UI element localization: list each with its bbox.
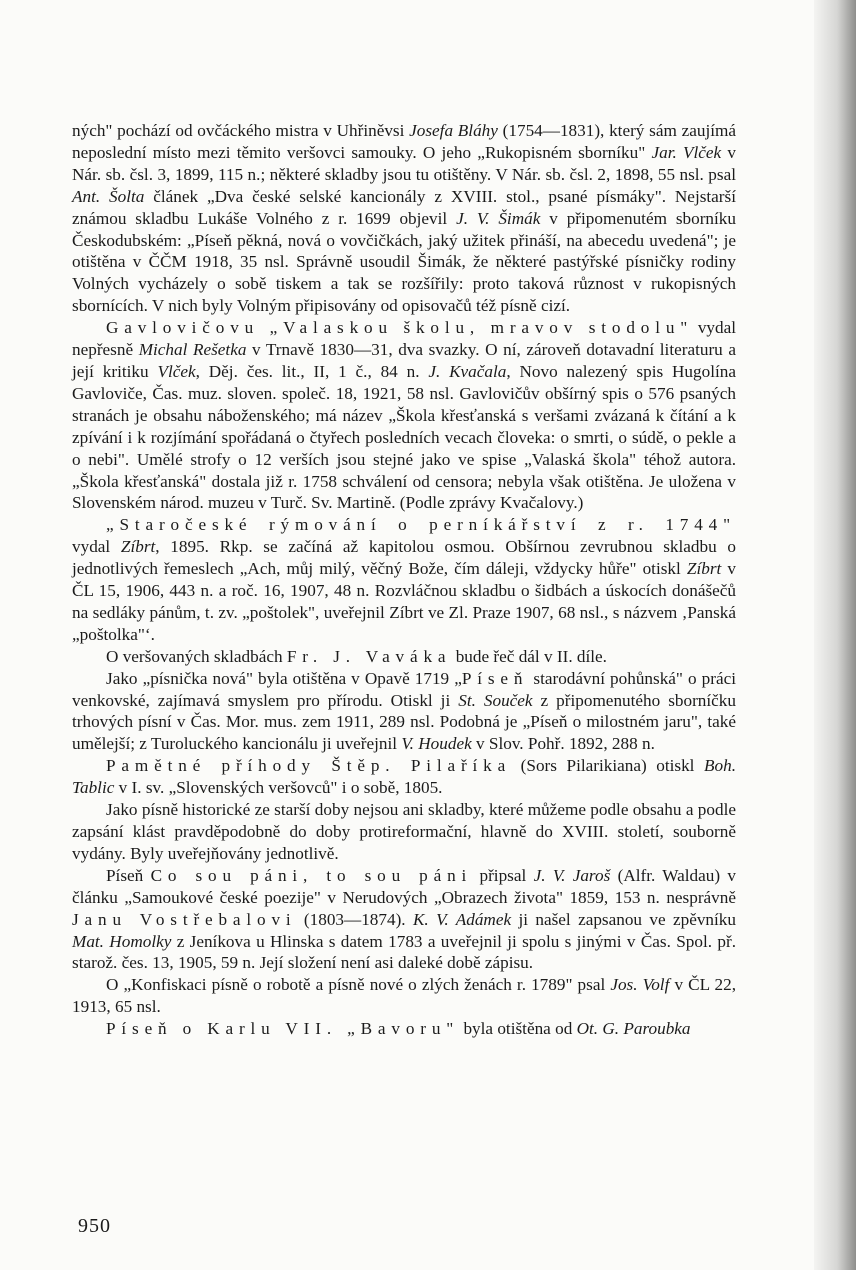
- italic-name: Mat. Homolky: [72, 931, 172, 951]
- text-run: starodávní pohůnská" o práci venkovské, zajímavá smyslem pro přírodu. Otiskl ji: [72, 668, 737, 710]
- text-run: v I. sv. „Slovenských veršovců" i o sobě, 1805.: [114, 778, 443, 798]
- spaced-title: Co sou páni, to sou páni: [150, 865, 473, 885]
- italic-name: Vlček: [157, 361, 196, 381]
- spaced-title: Fr. J. Vaváka: [286, 646, 452, 666]
- text-run: , Děj. čes. lit., II, 1 č., 84 n.: [195, 361, 429, 381]
- text-run: ných" pochází od ovčáckého mistra v Uhřiněvsi: [72, 121, 410, 140]
- paragraph: [72, 646, 736, 668]
- text-run: v připomenutém sborníku Českodubském: „Píseň pěkná, nová o vovčičkách, jaký užitek přináší, na abecedu uvedená"; je otištěna v ČČM 1918, 35 nsl. Správně usoudil Šimák, že některé pastýřské písničky rodiny Volných vycházely o sobě tiskem a tak se rozšířily: proto taková různost v rukopisných sbornících. V nich byly Volným připisovány od opisovačů též písně cizí.: [72, 208, 736, 316]
- text-run: bude řeč dál v II. díle.: [451, 646, 607, 666]
- text-run: (1803—1874).: [296, 909, 413, 929]
- text-run: v Trnavě 1830—31, dva svazky. O ní, zároveň dotavadní literaturu a její kritiku: [72, 340, 736, 381]
- italic-name: K. V. Adámek: [412, 909, 512, 929]
- spaced-title: Pamětné příhody Štěp. Pilaříka: [106, 756, 512, 776]
- text-run: , Novo nalezený spis Hugolína Gavloviče, Čas. muz. sloven. společ. 18, 1921, 58 nsl. Gavlovičův obšírný spis o 576 psaných stranách je obsahu náboženského; má název „Škola křesťanská s veršami zvázaná k čítání a k zpívání i k rozjímání spořádaná o čtyřech posledních vecach človeka: o smrti, o súdě, o pekle a o nebi". Umělé strofy o 12 verších jsou stejné jako ve spise „Valaská škola" téhož autora. „Škola křesťanská" dostala již r. 1758 schválení od censora; nebyla však otištěna. Je uložena v Slovenském národ. muzeu v Turč. Sv. Martině. (Podle zprávy Kvačalovy.): [72, 361, 736, 513]
- page-body-text: [72, 120, 736, 1040]
- page-number: 950: [78, 1215, 111, 1237]
- italic-name: Ot. G. Paroubka: [576, 1019, 691, 1039]
- italic-name: Boh. Tablic: [72, 756, 736, 798]
- italic-name: V. Houdek: [401, 734, 472, 754]
- italic-name: Ant. Šolta: [72, 186, 145, 206]
- paragraph: [72, 974, 736, 1018]
- paragraph: [72, 120, 736, 317]
- text-run: Jako „písnička nová" byla otištěna v Opavě 1719 „: [106, 668, 462, 688]
- text-run: v ČL 22, 1913, 65 nsl.: [72, 975, 736, 1017]
- italic-name: Jar. Vlček: [651, 142, 722, 162]
- text-run: (Sors Pilarikiana) otiskl: [511, 756, 705, 776]
- text-run: v ČL 15, 1906, 443 n. a roč. 16, 1907, 48 n. Rozvláčnou skladbu o šidbách a úskocích donášečů na sedláky pánům, t. zv. „poštolek", uveřejnil Zíbrt ve Zl. Praze 1907, 68 nsl., s názvem ‚Panská „poštolka"‘.: [72, 559, 736, 644]
- text-run: (1754—1831), který sám zaujímá neposlední místo mezi těmito veršovci samouky. O jeho „Rukopisném sborníku": [72, 121, 736, 162]
- text-run: připsal: [472, 865, 534, 885]
- spaced-title: Gavlovičovu „Valaskou školu, mravov stodolu": [106, 318, 694, 338]
- text-run: vydal: [72, 537, 121, 557]
- paragraph: [72, 799, 736, 865]
- italic-name: Zíbrt: [120, 537, 156, 557]
- paragraph: [72, 755, 736, 799]
- italic-name: Josefa Bláhy: [409, 121, 498, 140]
- text-run: vydal nepřesně: [72, 318, 737, 360]
- text-run: Jako písně historické ze starší doby nejsou ani skladby, které můžeme podle obsahu a podle zapsání klást pravděpodobně do doby protireformační, hlavně do XVIII. století, souborně vydány. Byly uveřejňovány jednotlivě.: [72, 800, 736, 863]
- spaced-title: Janu Vostřebalovi: [72, 909, 297, 929]
- text-run: O veršovaných skladbách: [106, 646, 287, 666]
- text-run: byla otištěna od: [459, 1019, 577, 1039]
- text-run: v Slov. Pohř. 1892, 288 n.: [471, 734, 655, 754]
- text-run: v Nár. sb. čsl. 3, 1899, 115 n.; některé skladby jsou tu otištěny. V Nár. sb. čsl. 2, 1898, 55 nsl. psal: [72, 142, 737, 184]
- italic-name: J. V. Jaroš: [533, 865, 611, 885]
- spaced-title: Píseň o Karlu VII. „Bavoru": [106, 1019, 460, 1039]
- paragraph: [72, 668, 736, 756]
- italic-name: St. Souček: [458, 690, 533, 710]
- text-run: , 1895. Rkp. se začíná až kapitolou osmou. Obšírnou zevrubnou skladbu o jednotlivých řemeslech „Ach, můj milý, věčný Bože, čím dáleji, vždycky hůře" otiskl: [72, 537, 737, 579]
- paragraph: [72, 865, 736, 975]
- paragraph: [72, 1018, 736, 1040]
- text-run: O „Konfiskaci písně o robotě a písně nové o zlých ženách r. 1789" psal: [106, 975, 611, 995]
- italic-name: Michal Rešetka: [138, 340, 247, 360]
- italic-name: J. V. Šimák: [456, 208, 541, 228]
- text-run: z připomenutého sborníčku trhových písní v Čas. Mor. mus. zem 1911, 289 nsl. Podobná je „Píseň o milostném jaru", také umělejší; z Turoluckého kancionálu ji uveřejnil: [72, 690, 736, 754]
- page-edge-shadow: [814, 0, 856, 1270]
- italic-name: Zíbrt: [686, 559, 722, 579]
- paragraph: [72, 514, 736, 645]
- spaced-title: „Staročeské rýmování o perníkářství z r. 1744": [106, 515, 736, 535]
- text-run: z Jeníkova u Hlinska s datem 1783 a uveřejnil ji spolu s jinými v Čas. Spol. př. starož. čes. 13, 1905, 59 n. Její složení není asi daleké době zápisu.: [72, 931, 736, 973]
- text-run: (Alfr. Waldau) v článku „Samoukové české poezije" v Nerudových „Obrazech života" 1859, 153 n. nesprávně: [72, 865, 737, 907]
- italic-name: J. Kvačala: [428, 361, 507, 381]
- text-run: článek „Dva české selské kancionály z XVIII. stol., psané písmáky". Nejstarší známou skladbu Lukáše Volného z r. 1699 objevil: [72, 186, 736, 228]
- italic-name: Jos. Volf: [610, 975, 670, 995]
- spaced-title: Píseň: [461, 668, 529, 688]
- text-run: Píseň: [106, 865, 151, 885]
- text-run: ji našel zapsanou ve zpěvníku: [511, 909, 736, 929]
- paragraph: [72, 317, 736, 514]
